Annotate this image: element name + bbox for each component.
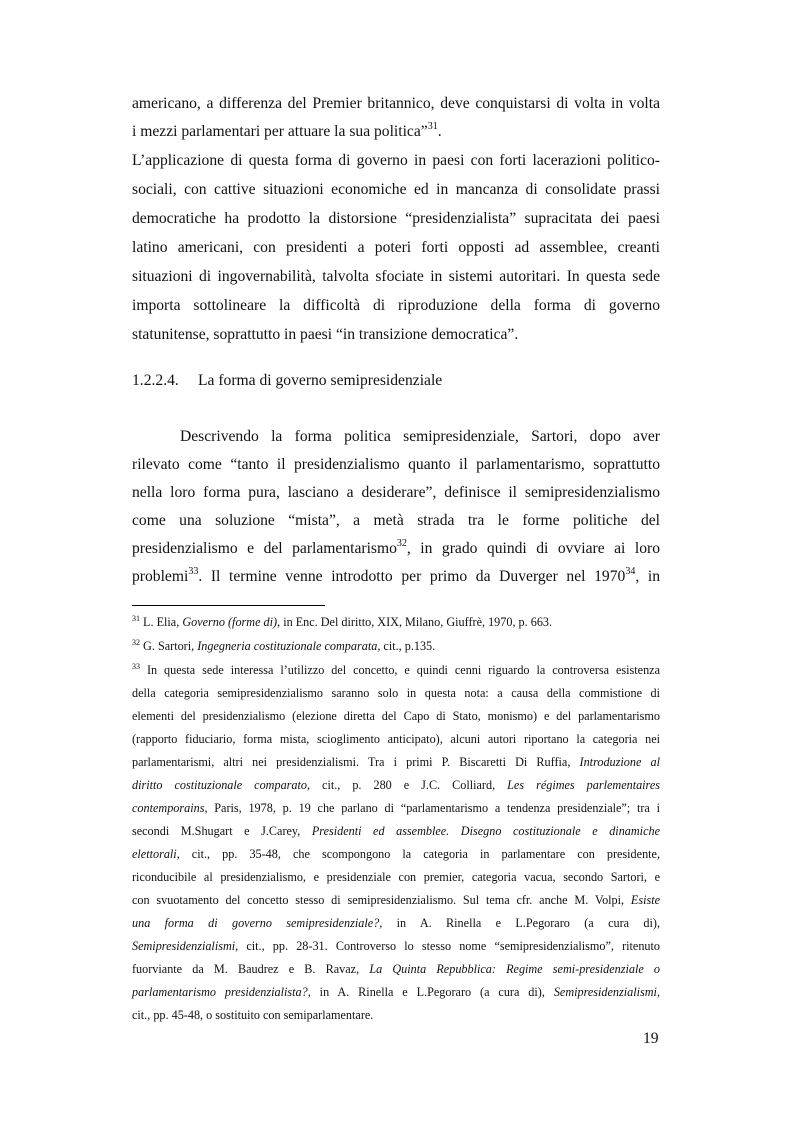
- text-line: importa sottolineare la difficoltà di riproduzione della forma di governo: [132, 297, 660, 314]
- text-line: con svuotamento del concetto stesso di semipresidenzialismo. Sul tema cfr. anche M. Volpi, Esiste: [132, 893, 660, 907]
- text-line: fuorviante da M. Baudrez e B. Ravaz, La Quinta Repubblica: Regime semi-presidenziale o: [132, 962, 660, 976]
- text-line: Descrivendo la forma politica semipresidenziale, Sartori, dopo aver: [180, 428, 660, 445]
- text-line: parlamentarismi, altri nei presidenzialismi. Tra i primi P. Biscaretti Di Ruffia, Introduzione al: [132, 755, 660, 769]
- page-number: 19: [643, 1030, 659, 1047]
- text-line: elettorali, cit., pp. 35-48, che scompongono la categoria in parlamentare con presidente,: [132, 847, 660, 861]
- text-line: nella loro forma pura, lasciano a desiderare”, definisce il semipresidenzialismo: [132, 484, 660, 501]
- text-line: sociali, con cattive situazioni economiche ed in mancanza di consolidate prassi: [132, 181, 660, 198]
- text-line: Semipresidenzialismi, cit., pp. 28-31. Controverso lo stesso nome “semipresidenzialismo”, ritenuto: [132, 939, 660, 953]
- footnote-ref[interactable]: 32: [396, 538, 407, 549]
- text-line: problemi$^{33}$. Il termine venne introdotto per primo da Duverger nel 1970$^{34}$, in: [132, 566, 660, 585]
- text-line: diritto costituzionale comparato, cit., p. 280 e J.C. Colliard, Les régimes parlementaires: [132, 778, 661, 792]
- text-line: $^{33}$ In questa sede interessa l’utilizzo del concetto, e quindi cenni riguardo la controversa esistenza: [132, 662, 660, 677]
- text-line: americano, a differenza del Premier britannico, deve conquistarsi di volta in volta: [132, 95, 660, 112]
- text-line: presidenzialismo e del parlamentarismo$^{32}$, in grado quindi di ovviare ai loro: [132, 538, 660, 557]
- text-line: L’applicazione di questa forma di governo in paesi con forti lacerazioni politico-: [132, 152, 660, 169]
- text-line: secondi M.Shugart e J.Carey, Presidenti ed assemblee. Disegno costituzionale e dinamiche: [132, 824, 660, 838]
- footnote-32: $^{32}$ G. Sartori, Ingegneria costituzionale comparata, cit., p.135.: [132, 638, 436, 653]
- footnote-separator: [132, 605, 325, 606]
- text-line: elementi del presidenzialismo (elezione diretta del Capo di Stato, monismo) e del parlamentarismo: [132, 709, 660, 723]
- footnote-31: $^{31}$ L. Elia, Governo (forme di), in Enc. Del diritto, XIX, Milano, Giuffrè, 1970, p. 663.: [132, 614, 553, 629]
- text-line: democratiche ha prodotto la distorsione “presidenzialista” supracitata dei paesi: [132, 210, 660, 227]
- text-line: latino americani, con presidenti a poteri forti opposti ad assemblee, creanti: [132, 239, 660, 256]
- section-number: 1.2.2.4.: [132, 372, 179, 389]
- section-title: La forma di governo semipresidenziale: [198, 372, 443, 389]
- text-line: una forma di governo semipresidenziale?, in A. Rinella e L.Pegoraro (a cura di),: [132, 916, 660, 930]
- text-line: situazioni di ingovernabilità, talvolta sfociate in sistemi autoritari. In questa sede: [132, 268, 660, 285]
- text-line: della categoria semipresidenzialismo saranno solo in questa nota: a causa della commistione di: [132, 686, 660, 700]
- footnote-ref[interactable]: 31: [427, 121, 438, 132]
- text-line: parlamentarismo presidenzialista?, in A. Rinella e L.Pegoraro (a cura di), Semipresidenzialismi,: [132, 985, 660, 999]
- text-line: statunitense, soprattutto in paesi “in transizione democratica”.: [132, 326, 519, 343]
- text-line: come una soluzione “mista”, a metà strada tra le forme politiche del: [132, 512, 660, 529]
- text-line: riconducibile al presidenzialismo, e presidenziale con premier, categoria vacua, secondo Sartori, e: [132, 870, 660, 884]
- footnote-ref[interactable]: 34: [625, 566, 636, 577]
- text-line: i mezzi parlamentari per attuare la sua politica”$^{31}$.: [132, 121, 442, 140]
- section-heading: [132, 371, 442, 391]
- footnote-ref[interactable]: 33: [188, 566, 199, 577]
- text-line: (rapporto fiduciario, forma mista, scioglimento anticipato), alcuni autori riportano la categoria nei: [132, 732, 660, 746]
- text-line: rilevato come “tanto il presidenzialismo quanto il parlamentarismo, soprattutto: [132, 456, 660, 473]
- text-line: cit., pp. 45-48, o sostituito con semiparlamentare.: [132, 1008, 374, 1022]
- text-line: contemporains, Paris, 1978, p. 19 che parlano di “parlamentarismo a tendenza presidenziale”; tra i: [132, 801, 660, 815]
